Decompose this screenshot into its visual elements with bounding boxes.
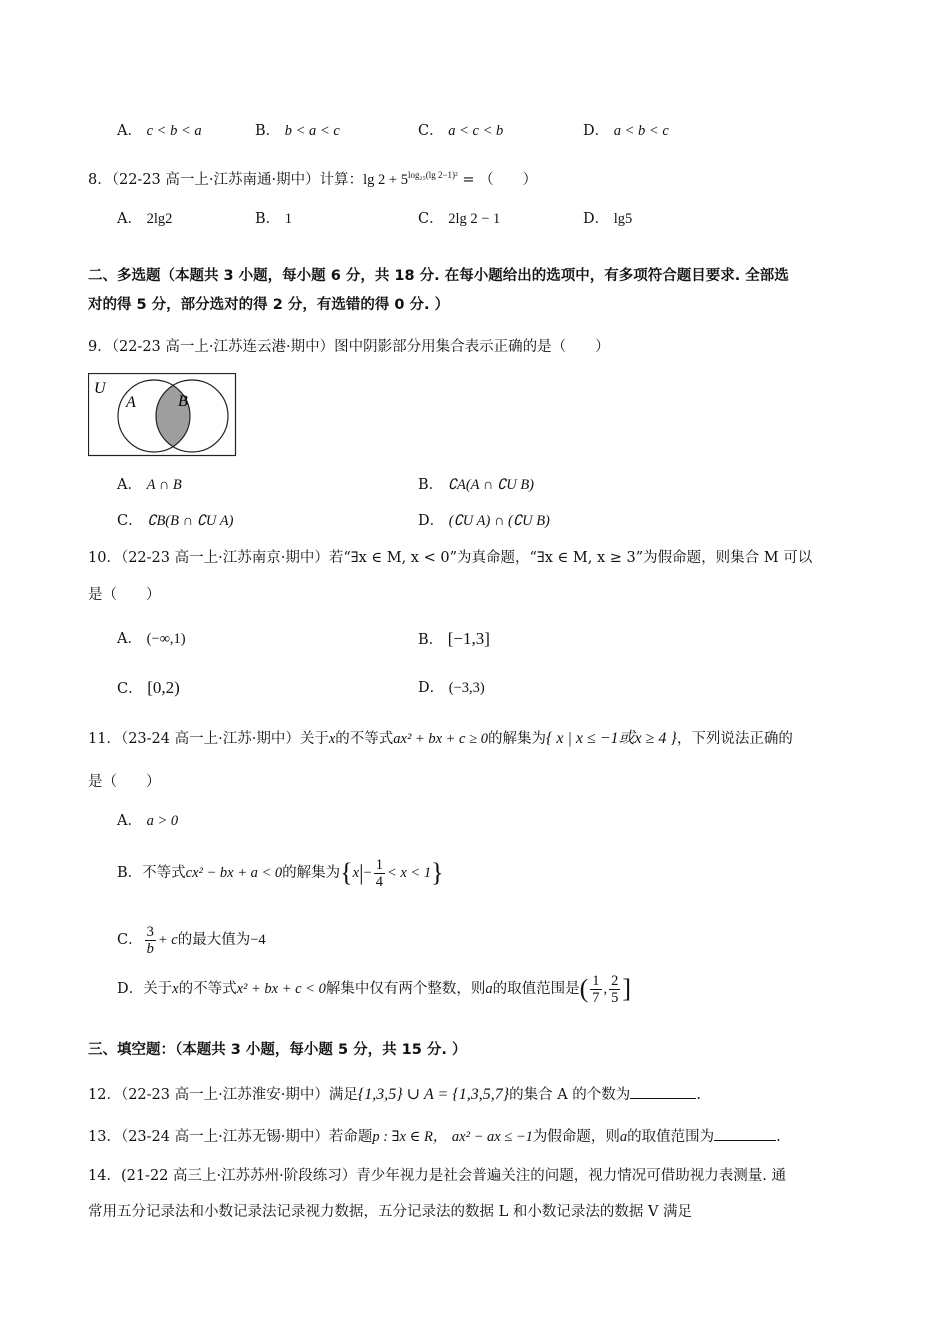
q10-option-d <box>418 677 485 699</box>
math-var: x <box>352 865 360 881</box>
option-label: B． <box>255 123 281 139</box>
option-text: 2lg 2 − 1 <box>448 211 501 227</box>
minus-sign: − <box>363 865 372 881</box>
numerator: 1 <box>592 972 600 989</box>
question-text: ，下列说法正确的 <box>676 731 793 747</box>
venn-label-b: B <box>178 393 188 410</box>
option-text: 1 <box>284 211 293 227</box>
venn-label-u: U <box>94 380 106 397</box>
question-text: = （ ） <box>457 171 538 188</box>
option-label: B． <box>255 211 281 227</box>
q8-option-d <box>583 208 632 230</box>
option-text: 解集中仅有两个整数，则 <box>325 981 486 997</box>
q14-stem-cont: 常用五分记录法和小数记录法记录视力数据，五分记录法的数据 L 和小数记录法的数据 V 满足 <box>88 1204 693 1220</box>
math-expression: p : ∃x ∈ R， <box>372 1129 448 1145</box>
q11-option-a <box>117 810 178 832</box>
option-text: 的最大值为 <box>177 932 251 948</box>
numerator: 3 <box>146 923 154 940</box>
q11-stem-cont: 是（ ） <box>88 774 161 790</box>
math-var: a <box>619 1129 628 1145</box>
option-label: D． <box>117 981 144 997</box>
option-text: ∁A(A ∩ ∁U B) <box>447 477 535 493</box>
math-var: x <box>172 981 179 997</box>
numerator: 1 <box>375 856 383 873</box>
answer-blank[interactable] <box>630 1084 696 1099</box>
question-text: 8．（22-23 高一上·江苏南通·期中）计算： <box>88 171 364 188</box>
q7-option-d <box>583 120 669 142</box>
question-text: 的取值范围为 <box>627 1129 715 1145</box>
q8-option-a <box>117 208 172 230</box>
math-set: { x | x ≤ −1或x ≥ 4 } <box>545 730 677 747</box>
numerator: 2 <box>611 972 619 989</box>
option-label: A． <box>117 211 142 227</box>
option-text: 的取值范围是 <box>492 981 580 997</box>
q9-option-a <box>117 474 182 496</box>
fraction-2-5 <box>609 973 620 1006</box>
q8-stem <box>88 164 537 191</box>
venn-diagram <box>88 373 238 457</box>
q9-stem: 9．（22-23 高一上·江苏连云港·期中）图中阴影部分用集合表示正确的是（ ） <box>88 339 610 355</box>
denominator: b <box>146 940 154 957</box>
option-label: C． <box>117 681 143 697</box>
q7-option-a <box>117 120 202 142</box>
question-text: 11．（23-24 高一上·江苏·期中）关于 <box>88 731 329 747</box>
math-expression: {1,3,5} ∪ A = {1,3,5,7} <box>357 1086 510 1103</box>
question-text: . <box>776 1129 781 1145</box>
option-text: [−1,3] <box>447 629 490 648</box>
question-text: 的集合 A 的个数为 <box>509 1087 631 1103</box>
answer-blank[interactable] <box>714 1126 776 1141</box>
brace-close: } <box>431 858 444 887</box>
option-text: a > 0 <box>146 813 179 829</box>
option-label: A． <box>117 813 142 829</box>
option-text: lg5 <box>613 211 633 227</box>
q12-stem <box>88 1082 701 1108</box>
option-label: D． <box>583 123 610 139</box>
q8-option-c <box>418 208 500 230</box>
fraction-1-7 <box>590 973 601 1006</box>
q11-option-c <box>117 920 266 960</box>
comma: , <box>603 981 608 997</box>
math-expression: ax² + bx + c ≥ 0 <box>393 731 488 747</box>
q7-option-b <box>255 120 340 142</box>
option-text: c < b < a <box>146 123 202 139</box>
fraction-1-4 <box>374 857 385 890</box>
option-text: (∁U A) ∩ (∁U B) <box>448 513 550 529</box>
math-var: a <box>485 981 493 997</box>
option-text: a < b < c <box>613 123 669 139</box>
option-label: B． <box>418 632 444 648</box>
denominator: 4 <box>375 873 383 890</box>
option-label: C． <box>117 513 143 529</box>
section-2-heading: 二、多选题（本题共 3 小题，每小题 6 分，共 18 分. 在每小题给出的选项中，有多项符合题目要求. 全部选 <box>88 268 789 284</box>
question-text: 的不等式 <box>335 731 394 747</box>
option-label: A． <box>117 123 142 139</box>
option-text: ∁B(B ∩ ∁U A) <box>147 513 234 529</box>
option-text: [0,2) <box>147 678 180 697</box>
q9-option-b <box>418 474 534 496</box>
math-expression: < x < 1 <box>386 865 432 881</box>
option-text: b < a < c <box>284 123 340 139</box>
option-label: C． <box>117 932 143 948</box>
q7-option-c <box>418 120 503 142</box>
option-label: C． <box>418 123 444 139</box>
option-label: D． <box>418 513 445 529</box>
math-expression: x² + bx + c < 0 <box>236 981 326 997</box>
q9-option-c <box>117 510 233 532</box>
math-expression: cx² − bx + a < 0 <box>185 865 283 881</box>
option-text: 的不等式 <box>178 981 237 997</box>
paren-open: ( <box>579 974 589 1003</box>
q11-stem <box>88 728 793 750</box>
q8-option-b <box>255 208 292 230</box>
math-exponent: log₂₅(lg 2−1)² <box>407 170 458 180</box>
q10-option-c <box>117 677 180 700</box>
denominator: 7 <box>592 989 600 1006</box>
option-label: C． <box>418 211 444 227</box>
question-text: 12．（22-23 高一上·江苏淮安·期中）满足 <box>88 1087 358 1103</box>
math-expression: lg 2 + 5 <box>363 171 408 188</box>
q10-option-a <box>117 628 186 650</box>
option-text: (−3,3) <box>448 680 485 696</box>
option-text: 关于 <box>143 981 173 997</box>
option-label: A． <box>117 477 142 493</box>
option-label: D． <box>583 211 610 227</box>
denominator: 5 <box>611 989 619 1006</box>
math-expression: ax² − ax ≤ −1 <box>451 1129 533 1145</box>
option-text: a < c < b <box>448 123 504 139</box>
q11-option-d <box>117 969 631 1009</box>
fraction-3-b <box>145 924 156 957</box>
option-label: B． <box>418 477 444 493</box>
option-text: A ∩ B <box>146 477 182 493</box>
option-text: 不等式 <box>142 865 186 881</box>
q9-option-d <box>418 510 550 532</box>
venn-label-a: A <box>126 394 136 411</box>
question-text: 为假命题，则 <box>532 1129 620 1145</box>
brace-open: { <box>340 858 353 887</box>
option-label: A． <box>117 631 142 647</box>
option-text: 的解集为 <box>282 865 341 881</box>
q11-option-b <box>117 853 444 893</box>
math-value: −4 <box>250 932 266 948</box>
q10-stem-cont: 是（ ） <box>88 587 161 603</box>
question-text: 的解集为 <box>487 731 546 747</box>
section-2-heading-cont: 对的得 5 分，部分选对的得 2 分，有选错的得 0 分. ） <box>88 297 450 313</box>
q10-stem: 10．（22-23 高一上·江苏南京·期中）若“∃x ∈ M, x < 0”为真命题，“∃x ∈ M, x ≥ 3”为假命题，则集合 M 可以 <box>88 550 813 566</box>
bracket-close: ] <box>622 974 632 1003</box>
section-3-heading: 三、填空题：（本题共 3 小题，每小题 5 分，共 15 分. ） <box>88 1042 467 1058</box>
option-text: (−∞,1) <box>146 631 186 647</box>
q13-stem <box>88 1126 781 1148</box>
math-var: x <box>328 731 336 747</box>
set-bar: | <box>359 860 364 885</box>
option-label: B． <box>117 865 143 881</box>
q14-stem: 14．(21-22 高三上·江苏苏州·阶段练习）青少年视力是社会普遍关注的问题，视力情况可借助视力表测量. 通 <box>88 1168 786 1184</box>
question-text: . <box>696 1087 701 1103</box>
option-label: D． <box>418 680 445 696</box>
option-text: 2lg2 <box>146 211 173 227</box>
q10-option-b <box>418 628 490 651</box>
math-expression: + c <box>157 932 178 948</box>
question-text: 13．（23-24 高一上·江苏无锡·期中）若命题 <box>88 1129 373 1145</box>
